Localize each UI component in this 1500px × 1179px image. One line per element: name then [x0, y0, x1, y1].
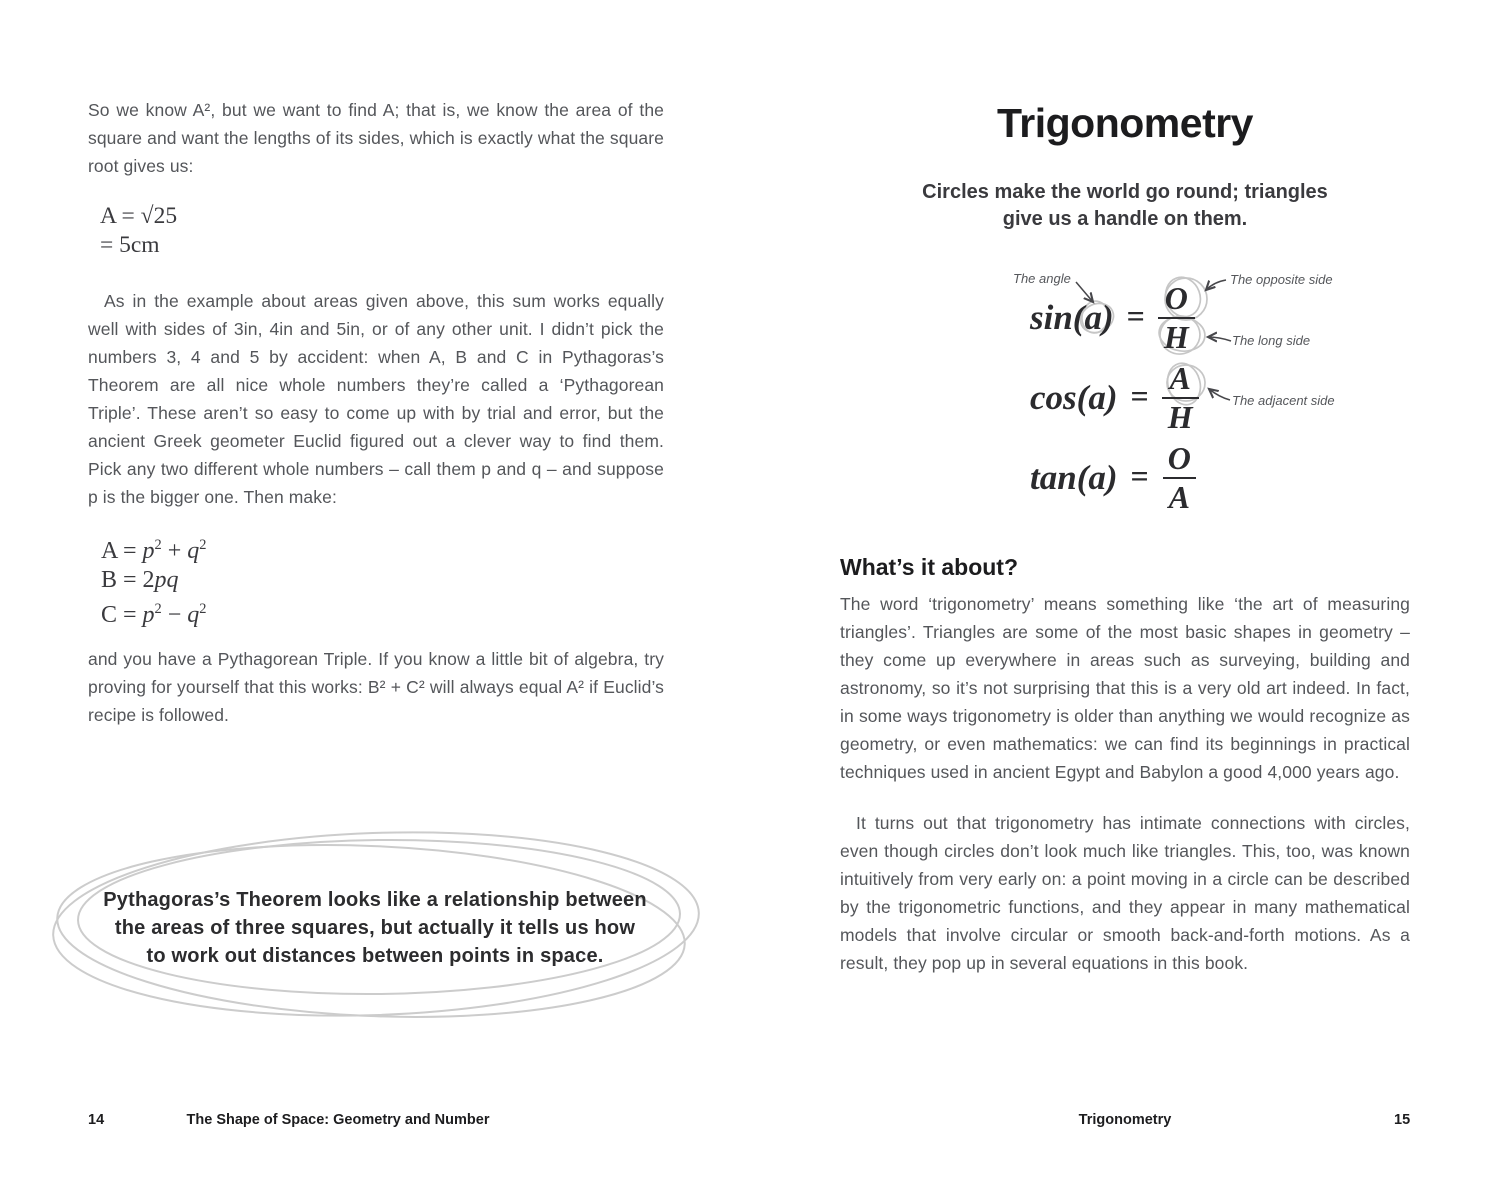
equation-function: sin(a)	[1030, 298, 1114, 337]
paragraph-proof-hint: and you have a Pythagorean Triple. If you know a little bit of algebra, try proving for yourself that this works: B² + C² will always equal A² if Euclid’s recipe is followed.	[88, 649, 664, 725]
section-heading: What’s it about?	[840, 554, 1019, 580]
denominator: A	[1163, 477, 1196, 515]
callout-line: Pythagoras’s Theorem looks like a relationship between	[103, 889, 647, 911]
equation-line: B = 2pq	[101, 567, 179, 593]
equation-cos	[1030, 359, 1199, 437]
callout-line: the areas of three squares, but actually it tells us how	[114, 917, 636, 939]
equals-sign: =	[1130, 378, 1149, 414]
equation-function: tan(a)	[1030, 458, 1118, 497]
numerator: A	[1169, 360, 1191, 397]
angle-argument: a	[1088, 378, 1106, 417]
denominator: H	[1162, 397, 1199, 435]
chapter-subtitle	[840, 179, 1410, 233]
equation-line: $C = p^2 - q^2$	[101, 601, 207, 628]
denominator: H	[1158, 317, 1195, 355]
fraction	[1158, 281, 1195, 354]
paragraph-trig-circles: It turns out that trigonometry has intimate connections with circles, even though circles don’t look much like triangles. This, too, was known intuitively from very early on: a point moving in a circle can be described by the trigonometric functions, and they appear in many mathematical models that involve circular or smooth back-and-forth motions. As a result, they pop up in several equations in this book.	[840, 813, 1410, 973]
equals-sign: =	[1130, 458, 1149, 494]
page-number-left: 14	[88, 1112, 105, 1128]
fraction	[1162, 361, 1199, 434]
paragraph-trig-meaning: The word ‘trigonometry’ means something like ‘the art of measuring triangles’. Triangles are some of the most basic shapes in geometry – they come up everywhere in areas such as surveying, building and astronomy, so it’s not surprising that this is a very old art indeed. In fact, in some ways trigonometry is older than anything we would recognize as geometry, or even mathematics: we can find its beginnings in practical techniques used in ancient Egypt and Babylon a good 4,000 years ago.	[840, 594, 1410, 782]
paragraph-square-root: So we know A², but we want to find A; that is, we know the area of the square and want the lengths of its sides, which is exactly what the square root gives us:	[88, 100, 664, 176]
numerator: O	[1167, 440, 1191, 477]
annotation-opposite-side: The opposite side	[1230, 272, 1333, 287]
numerator: O	[1164, 280, 1188, 317]
callout-line: to work out distances between points in space.	[146, 945, 604, 967]
equation-function: cos(a)	[1030, 378, 1118, 417]
equation-line: A = √25	[100, 203, 178, 229]
annotation-long-side: The long side	[1232, 333, 1311, 348]
running-footer-left: The Shape of Space: Geometry and Number	[186, 1112, 490, 1128]
equals-sign: =	[1126, 298, 1145, 334]
equation-sin	[1030, 279, 1195, 357]
equation-line: = 5cm	[100, 232, 160, 258]
chapter-title: Trigonometry	[997, 100, 1253, 146]
equation-line: $A = p^2 + q^2$	[101, 537, 207, 564]
annotation-angle: The angle	[1013, 271, 1071, 286]
fraction	[1162, 441, 1197, 514]
angle-argument: a	[1084, 298, 1102, 337]
equation-tan	[1030, 439, 1197, 517]
running-footer-right: Trigonometry	[1078, 1112, 1172, 1128]
subtitle-line: Circles make the world go round; triangles	[922, 181, 1328, 203]
page-number-right: 15	[1394, 1112, 1411, 1128]
angle-argument: a	[1088, 458, 1106, 497]
subtitle-line: give us a handle on them.	[1002, 208, 1248, 230]
paragraph-pythagorean-triple: As in the example about areas given above, this sum works equally well with sides of 3in, 4in and 5in, or of any other unit. I didn’t pick the numbers 3, 4 and 5 by accident: when A, B and C in Pythagoras’s Theorem are all nice whole numbers they’re called a ‘Pythagorean Triple’. These aren’t so easy to come up with by trial and error, but the ancient Greek geometer Euclid figured out a clever way to find them. Pick any two different whole numbers – call them p and q – and suppose p is the bigger one. Then make:	[88, 291, 664, 507]
annotation-adjacent-side: The adjacent side	[1232, 393, 1335, 408]
